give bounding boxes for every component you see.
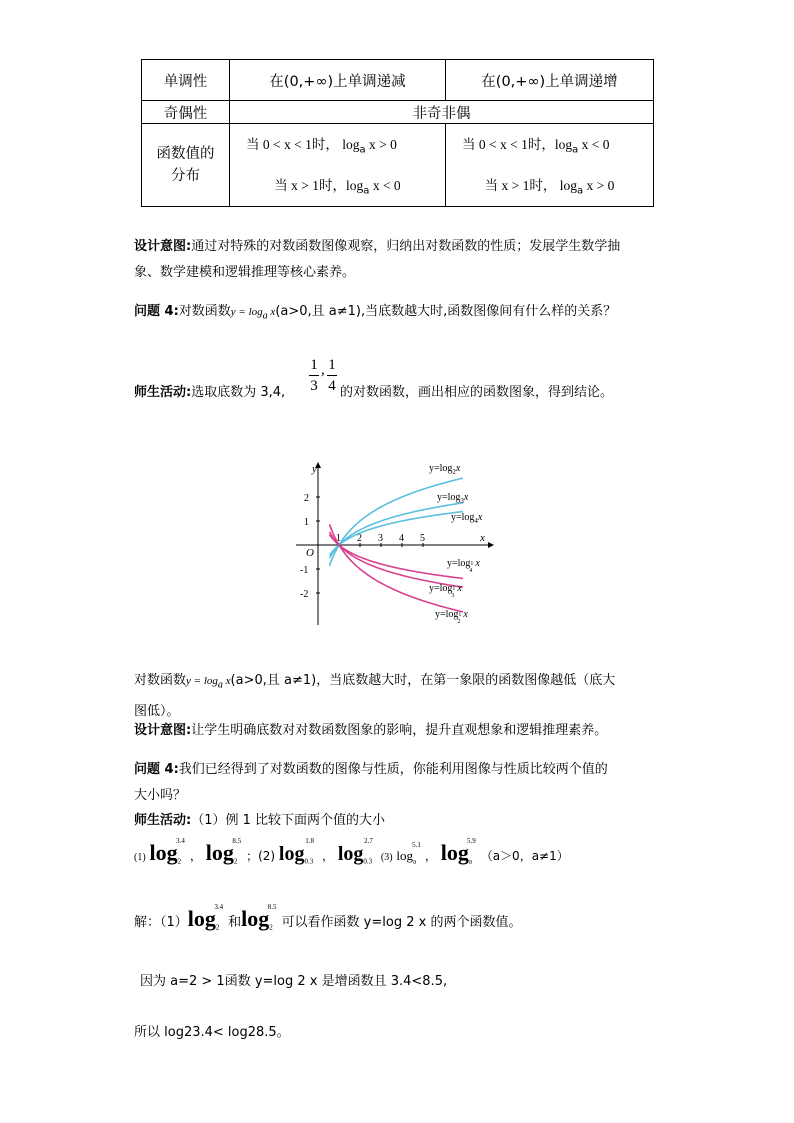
activity-1-tail: 的对数函数，画出相应的函数图象，得到结论。 [340, 385, 614, 400]
question-4a: 问题 4:对数函数$y = \log_a x(a>0$,且 a≠1),当底数越大时,函数图像间有什么样的关系？ [134, 304, 617, 322]
design-intent-2: 设计意图:让学生明确底数对对数函数图象的影响，提升直观想象和逻辑推理素养。 [134, 723, 608, 738]
x-tick-label: 2 [357, 533, 362, 544]
design-intent-1: 设计意图:通过对特殊的对数函数图像观察，归纳出对数函数的性质；发展学生数学抽 象、数学建模和逻辑推理等核心素养。 [134, 239, 621, 280]
label-log-quarter: y=log1 4x [447, 558, 480, 574]
reason-line: 因为 a=2 > 1函数 y=log 2 x 是增函数且 3.4<8.5, [140, 974, 448, 989]
cell-distribution-decreasing [230, 124, 446, 207]
x-tick-label: 4 [399, 533, 404, 544]
cell-increasing: 在(0,+∞)上单调递增 [446, 60, 654, 101]
cell-parity: 非奇非偶 [230, 101, 654, 124]
dist-dec-line2: 当 x > 1时，$\log_a x < 0$ [274, 178, 401, 197]
y-tick-label: 1 [304, 517, 309, 528]
label-log-half: y=log1 2x [435, 609, 468, 625]
y-tick-label: -1 [300, 565, 309, 576]
x-axis-label: x [480, 532, 485, 544]
solution-line: 解：$(1)\log_2^{3.4}$和$\log_2^{8.5}$可以看作函数 y=log 2 x 的两个函数值。 [134, 902, 522, 932]
properties-table [141, 59, 654, 207]
dist-inc-line2: 当 x > 1时， $\log_a x > 0$ [484, 178, 615, 197]
y-tick-label: -2 [300, 589, 309, 600]
row-label-distribution [142, 124, 230, 207]
distribution-label: 函数值的分布 [156, 146, 215, 184]
label-log2: $y=\log_2x$ [429, 463, 461, 476]
x-axis-arrow [488, 542, 494, 548]
row-label-parity: 奇偶性 [142, 101, 230, 124]
log-functions-chart [296, 460, 496, 630]
fraction-one-fourth: 1 4 [328, 357, 336, 394]
y-axis-label: y [312, 463, 317, 475]
label-log3: $y=\log_3x$ [437, 492, 469, 505]
conclusion: 对数函数$y = \log_a x(a>0$,且 a≠1)，当底数越大时，在第一象限的函数图像越低（底大 图低）。 [134, 673, 616, 719]
x-tick-label: 1 [336, 533, 341, 544]
x-tick-label: 5 [420, 533, 425, 544]
label-log4: $y=\log_4x$ [451, 512, 483, 525]
example-line: (1) $\log_2^{3.4}$， $\log_2^{8.5}$；(2) $\log_{0.3}^{1.8}$， $\log_{0.3}^{2.7}(3)$ $\log_a^{5.1}$， $\log_a^{5.9}(a>0$，a≠1） [134, 837, 569, 866]
x-tick-label: 3 [378, 533, 383, 544]
fraction-comma: , [321, 362, 325, 378]
y-tick-label: 2 [304, 493, 309, 504]
series-line-3 [330, 535, 463, 579]
question-4b: 问题 4:我们已经得到了对数函数的图像与性质，你能利用图像与性质比较两个值的 大小吗？ [134, 762, 608, 803]
series-line-2 [330, 512, 463, 556]
dist-inc-line1: 当 0 < x < 1时，$\log_a x < 0$ [462, 137, 610, 156]
cell-distribution-increasing [446, 124, 654, 207]
origin-label: O [306, 547, 314, 559]
fraction-one-third: 1 3 [310, 357, 318, 394]
label-log-third: y=log1 3x [429, 583, 462, 599]
activity-2: 师生活动:（1）例 1 比较下面两个值的大小 [134, 813, 386, 828]
dist-dec-line1: 当 0 < x < 1时， $\log_a x > 0$ [246, 137, 397, 156]
activity-1: 师生活动:选取底数为 3,4, [134, 385, 286, 400]
cell-decreasing: 在(0,+∞)上单调递减 [230, 60, 446, 101]
row-label-monotonicity: 单调性 [142, 60, 230, 101]
conclusion-line: 所以 log23.4< log28.5。 [134, 1025, 290, 1040]
